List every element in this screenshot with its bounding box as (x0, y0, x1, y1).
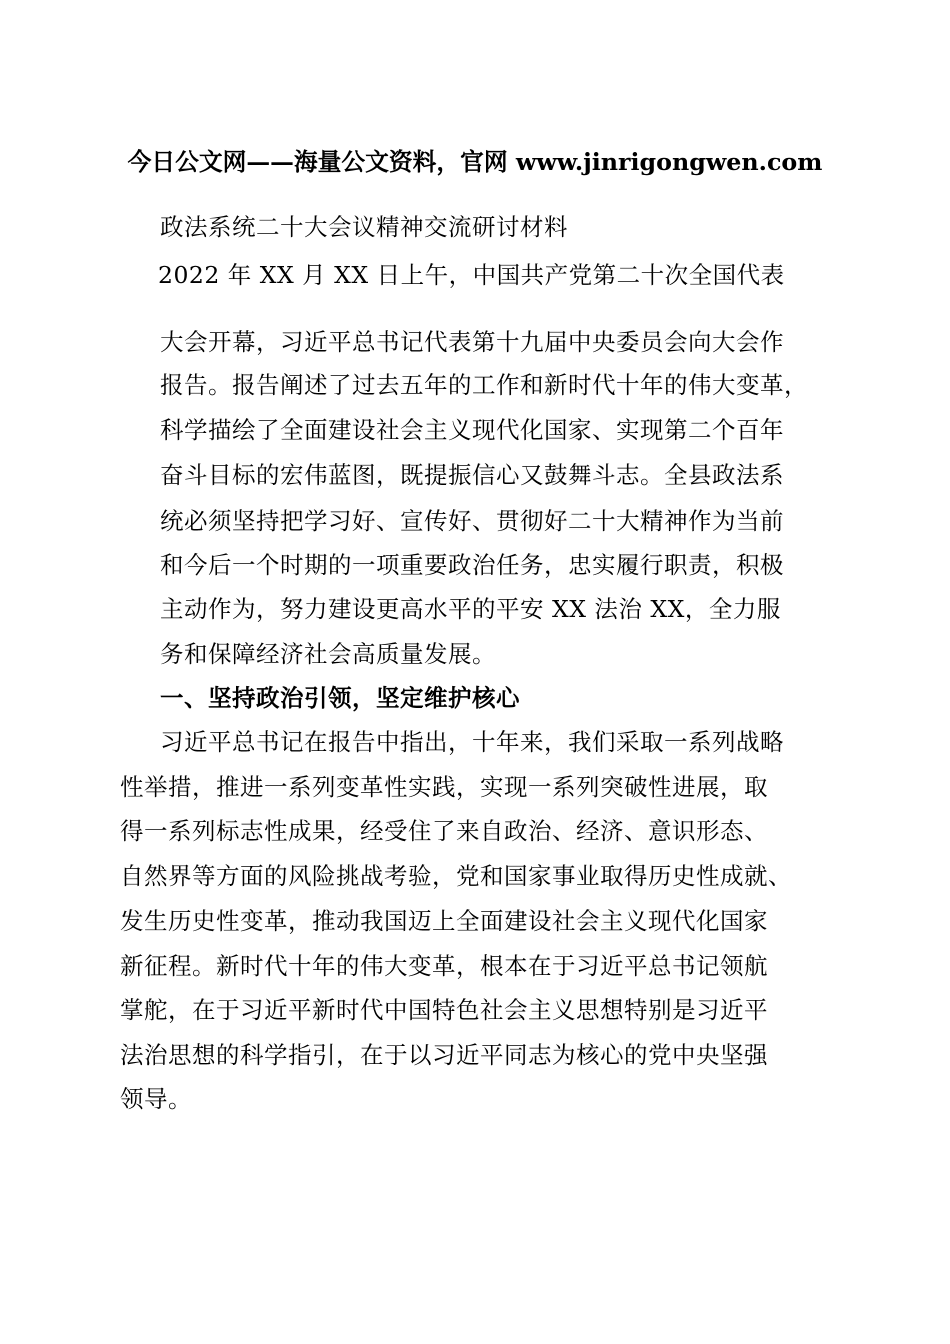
intro-line: 统必须坚持把学习好、宣传好、贯彻好二十大精神作为当前 (160, 507, 784, 535)
body-line: 自然界等方面的风险挑战考验，党和国家事业取得历史性成就、 (120, 862, 792, 890)
intro-line: 主动作为，努力建设更高水平的平安 XX 法治 XX，全力服 (160, 595, 781, 623)
body-line: 新征程。新时代十年的伟大变革，根本在于习近平总书记领航 (120, 952, 768, 980)
intro-line: 奋斗目标的宏伟蓝图，既提振信心又鼓舞斗志。全县政法系 (160, 461, 784, 489)
body-line: 得一系列标志性成果，经受住了来自政治、经济、意识形态、 (120, 817, 768, 845)
intro-line: 务和保障经济社会高质量发展。 (160, 640, 496, 668)
body-line: 性举措，推进一系列变革性实践，实现一系列突破性进展，取 (120, 773, 768, 801)
site-header: 今日公文网——海量公文资料，官网 www.jinrigongwen.com (127, 148, 823, 176)
section-heading: 一、坚持政治引领，坚定维护核心 (160, 684, 520, 712)
body-line: 领导。 (120, 1085, 192, 1113)
body-line: 法治思想的科学指引，在于以习近平同志为核心的党中央坚强 (120, 1041, 768, 1069)
body-line: 掌舵，在于习近平新时代中国特色社会主义思想特别是习近平 (120, 996, 768, 1024)
intro-line: 和今后一个时期的一项重要政治任务，忠实履行职责，积极 (160, 551, 784, 579)
body-line: 发生历史性变革，推动我国迈上全面建设社会主义现代化国家 (120, 907, 768, 935)
body-line: 习近平总书记在报告中指出，十年来，我们采取一系列战略 (160, 728, 784, 756)
intro-line: 报告。报告阐述了过去五年的工作和新时代十年的伟大变革， (160, 371, 808, 399)
intro-line: 科学描绘了全面建设社会主义现代化国家、实现第二个百年 (160, 416, 784, 444)
intro-line: 大会开幕，习近平总书记代表第十九届中央委员会向大会作 (160, 328, 784, 356)
intro-line: 2022 年 XX 月 XX 日上午，中国共产党第二十次全国代表 (158, 261, 785, 289)
doc-title: 政法系统二十大会议精神交流研讨材料 (160, 213, 568, 241)
